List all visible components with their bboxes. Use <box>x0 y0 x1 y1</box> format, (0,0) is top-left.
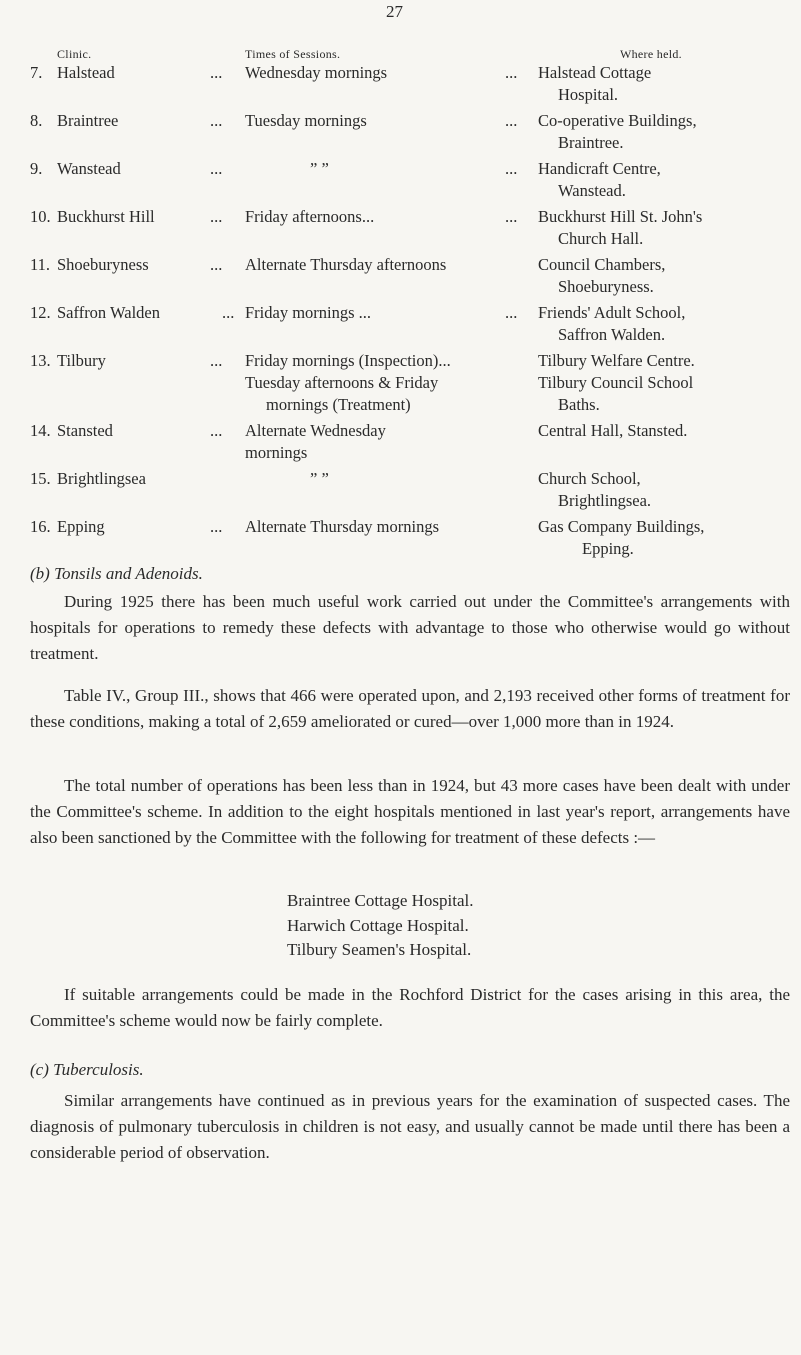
place-held: Friends' Adult School, <box>538 303 686 322</box>
paragraph <box>30 683 790 735</box>
row-number: 16. <box>30 517 51 536</box>
row-number: 7. <box>30 63 43 82</box>
leader-dots: ... <box>210 421 223 440</box>
leader-dots: ... <box>505 111 518 130</box>
clinic-name: Stansted <box>57 421 113 440</box>
paragraph-text: Similar arrangements have continued as in previous years for the examination of suspected cases. The diagnosis of pulmonary tuberculosis in children is not easy, and usually cannot be made until there has been a considerable period of observation. <box>30 1091 790 1162</box>
paragraph-text: If suitable arrangements could be made in the Rochford District for the cases arising in this area, the Committee's scheme would now be fairly complete. <box>30 985 790 1030</box>
hospital-item: Tilbury Seamen's Hospital. <box>287 940 472 959</box>
session-time-cont: mornings (Treatment) <box>266 395 411 414</box>
session-time: Wednesday mornings <box>245 63 388 82</box>
row-number: 14. <box>30 421 51 440</box>
hospital-item: Braintree Cottage Hospital. <box>287 891 474 910</box>
place-held: Gas Company Buildings, <box>538 517 705 536</box>
leader-dots: ... <box>505 207 518 226</box>
session-time-ditto: ” ” <box>310 159 329 178</box>
leader-dots: ... <box>222 303 235 322</box>
leader-dots: ... <box>210 351 223 370</box>
place-held: Central Hall, Stansted. <box>538 421 688 440</box>
clinic-name: Braintree <box>57 111 119 130</box>
clinic-name: Wanstead <box>57 159 121 178</box>
leader-dots: ... <box>210 517 223 536</box>
leader-dots: ... <box>210 255 223 274</box>
leader-dots: ... <box>210 111 223 130</box>
place-held: Council Chambers, <box>538 255 666 274</box>
place-held-cont: Brightlingsea. <box>558 491 652 510</box>
row-number: 15. <box>30 469 51 488</box>
place-held-cont: Braintree. <box>558 133 624 152</box>
row-number: 8. <box>30 111 43 130</box>
paragraph <box>30 1088 790 1166</box>
row-number: 12. <box>30 303 51 322</box>
session-time: Friday afternoons... <box>245 207 375 226</box>
clinic-name: Saffron Walden <box>57 303 160 322</box>
clinic-name: Shoeburyness <box>57 255 149 274</box>
column-header-where: Where held. <box>620 47 682 61</box>
paragraph <box>30 982 790 1034</box>
leader-dots: ... <box>210 207 223 226</box>
place-held-cont: Wanstead. <box>558 181 626 200</box>
paragraph <box>30 773 790 851</box>
place-held-cont: Tilbury Council School <box>538 373 694 392</box>
session-time-cont: mornings <box>245 443 308 462</box>
session-time: Alternate Thursday afternoons <box>245 255 447 274</box>
column-header-times: Times of Sessions. <box>245 47 341 61</box>
hospital-list <box>287 889 473 963</box>
place-held-cont: Hospital. <box>558 85 619 104</box>
column-header-clinic: Clinic. <box>57 47 92 61</box>
place-held-cont: Baths. <box>558 395 600 414</box>
place-held-cont: Saffron Walden. <box>558 325 666 344</box>
clinic-name: Epping <box>57 517 105 536</box>
place-held-cont: Epping. <box>582 539 634 558</box>
paragraph-text: During 1925 there has been much useful work carried out under the Committee's arrangements with hospitals for operations to remedy these defects with advantage to those who otherwise would go without treatment. <box>30 592 790 663</box>
row-number: 10. <box>30 207 51 226</box>
session-time: Tuesday mornings <box>245 111 367 130</box>
page-number: 27 <box>386 2 403 21</box>
row-number: 9. <box>30 159 43 178</box>
leader-dots: ... <box>210 63 223 82</box>
clinic-name: Tilbury <box>57 351 106 370</box>
section-heading-tonsils: (b) Tonsils and Adenoids. <box>30 564 203 583</box>
clinic-name: Buckhurst Hill <box>57 207 155 226</box>
session-time-ditto: ” ” <box>310 469 329 488</box>
place-held: Tilbury Welfare Centre. <box>538 351 695 370</box>
section-heading-tuberculosis: (c) Tuberculosis. <box>30 1060 144 1079</box>
leader-dots: ... <box>505 159 518 178</box>
place-held-cont: Church Hall. <box>558 229 644 248</box>
session-time: Friday mornings (Inspection)... <box>245 351 451 370</box>
leader-dots: ... <box>210 159 223 178</box>
place-held: Buckhurst Hill St. John's <box>538 207 703 226</box>
session-time-cont: Tuesday afternoons & Friday <box>245 373 439 392</box>
leader-dots: ... <box>505 303 518 322</box>
row-number: 11. <box>30 255 51 274</box>
place-held: Halstead Cottage <box>538 63 652 82</box>
leader-dots: ... <box>505 63 518 82</box>
session-time: Alternate Thursday mornings <box>245 517 439 536</box>
place-held: Church School, <box>538 469 641 488</box>
clinic-name: Halstead <box>57 63 115 82</box>
place-held: Handicraft Centre, <box>538 159 661 178</box>
paragraph <box>30 589 790 667</box>
clinic-name: Brightlingsea <box>57 469 146 488</box>
hospital-item: Harwich Cottage Hospital. <box>287 915 469 935</box>
paragraph-text: Table IV., Group III., shows that 466 were operated upon, and 2,193 received other forms of treatment for these conditions, making a total of 2,659 ameliorated or cured—over 1,000 more than in 1924. <box>30 686 790 731</box>
place-held: Co-operative Buildings, <box>538 111 697 130</box>
place-held-cont: Shoeburyness. <box>558 277 654 296</box>
session-time: Friday mornings ... <box>245 303 372 322</box>
session-time: Alternate Wednesday <box>245 421 386 440</box>
row-number: 13. <box>30 351 51 370</box>
paragraph-text: The total number of operations has been less than in 1924, but 43 more cases have been dealt with under the Committee's scheme. In addition to the eight hospitals mentioned in last year's report, arrangements have also been sanctioned by the Committee with the following for treatment of these defects :— <box>30 776 790 847</box>
